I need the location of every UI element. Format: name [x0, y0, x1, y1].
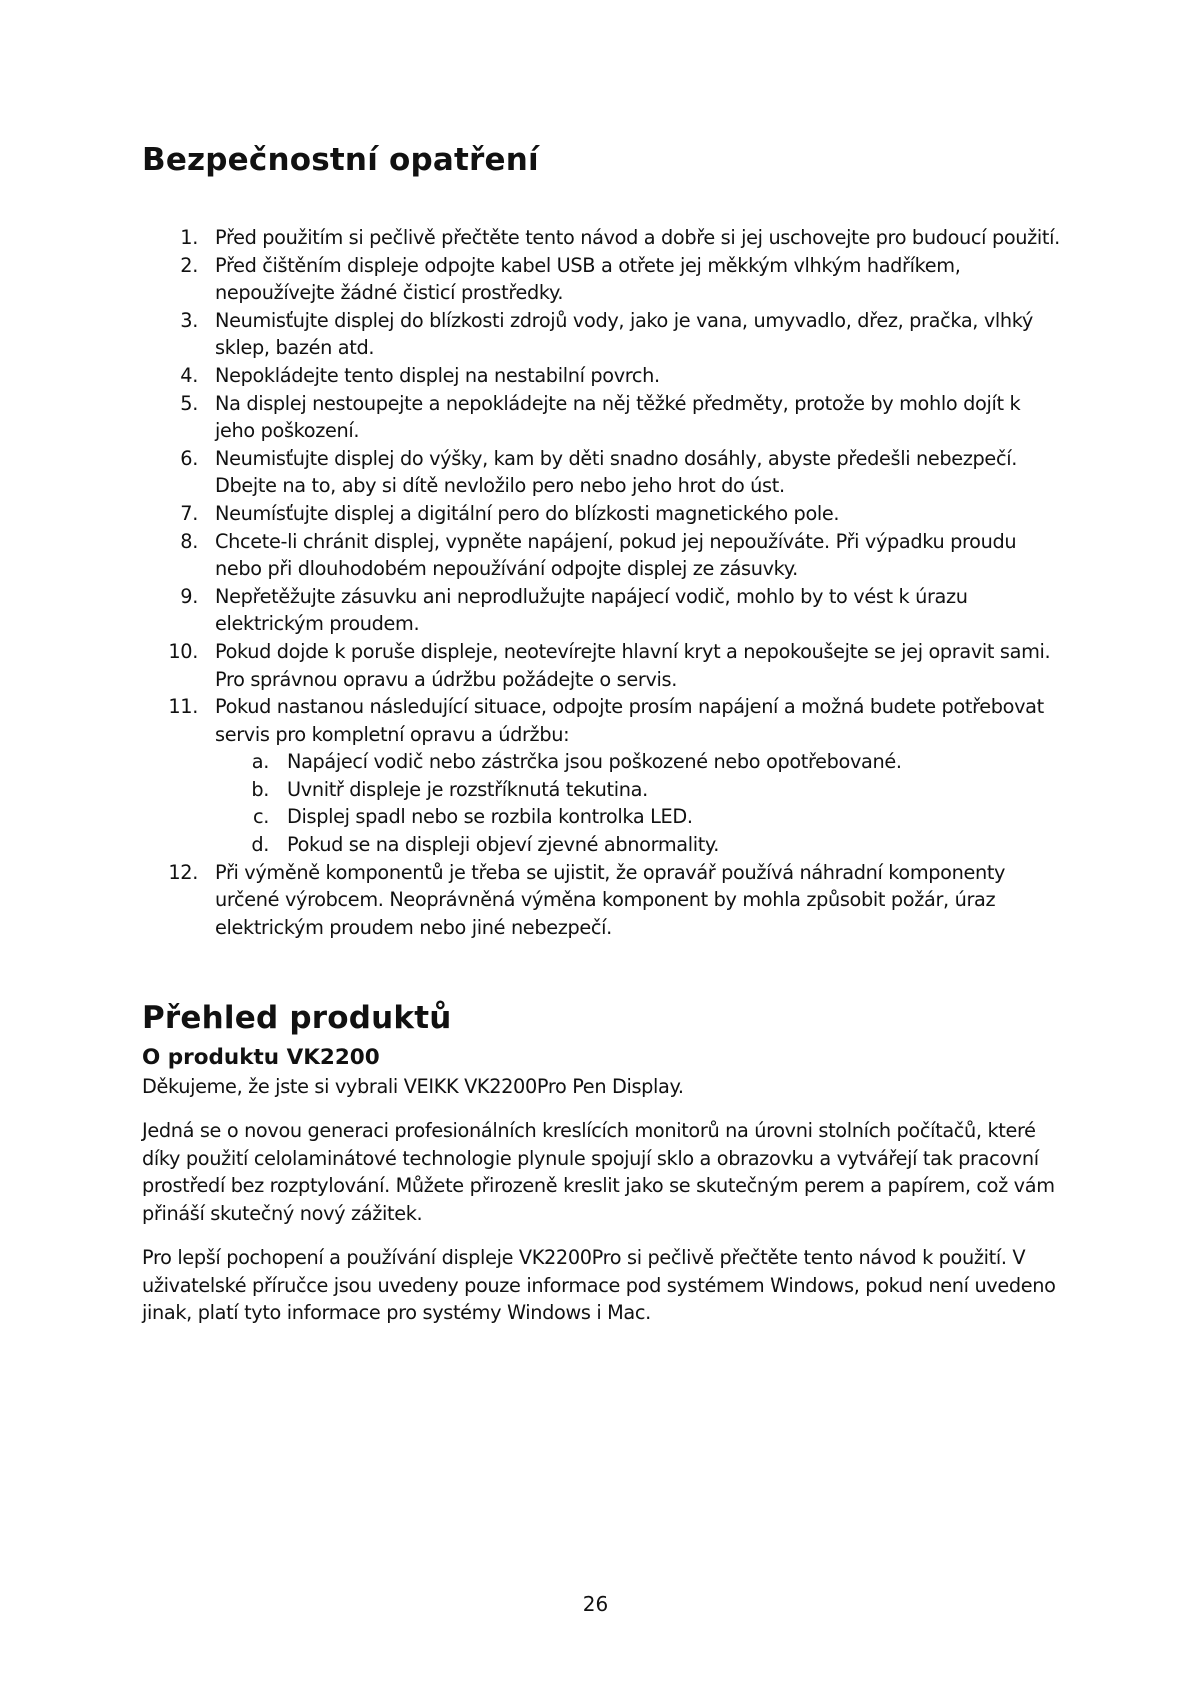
list-item-text: Nepřetěžujte zásuvku ani neprodlužujte napájecí vodič, mohlo by to vést k úrazu elektrickým proudem.: [215, 584, 968, 636]
list-item-text: Pokud nastanou následující situace, odpojte prosím napájení a možná budete potřebovat servis pro kompletní opravu a údržbu:: [215, 695, 1044, 746]
sub-list-item-letter: b.: [251, 777, 269, 801]
sub-list-item-letter: c.: [252, 805, 269, 829]
overview-heading: Přehled produktů: [142, 1000, 452, 1036]
list-item: [142, 583, 1062, 638]
sub-list-item: [215, 776, 1062, 804]
list-item-text: Před použitím si pečlivě přečtěte tento návod a dobře si jej uschovejte pro budoucí použití.: [215, 226, 1060, 249]
list-item-number: 3.: [180, 308, 198, 332]
paragraph-product-description: Jedná se o novou generaci profesionálních kreslících monitorů na úrovni stolních počítačů, které díky použití celolaminátové technologie plynule spojují sklo a obrazovku a vytvářejí tak pracovní prostředí bez rozptylování. Můžete přirozeně kreslit jako se skutečným perem a papírem, což vám přináší skutečný nový zážitek.: [142, 1119, 1055, 1225]
list-item-text: Neumísťujte displej a digitální pero do blízkosti magnetického pole.: [215, 501, 840, 525]
paragraph-manual-info: Pro lepší pochopení a používání displeje VK2200Pro si pečlivě přečtěte tento návod k použití. V uživatelské příručce jsou uvedeny pouze informace pod systémem Windows, pokud není uvedeno jinak, platí tyto informace pro systémy Windows i Mac.: [142, 1246, 1056, 1325]
list-item: [142, 307, 1062, 362]
product-subheading: O produktu VK2200: [142, 1045, 380, 1070]
sub-list-item-text: Displej spadl nebo se rozbila kontrolka LED.: [287, 805, 693, 829]
list-item-text: Před čištěním displeje odpojte kabel USB a otřete jej měkkým vlhkým hadříkem, nepoužívejte žádné čisticí prostředky.: [215, 253, 961, 305]
list-item: [142, 693, 1062, 859]
list-item: [142, 224, 1062, 252]
sub-list: [215, 748, 1062, 858]
list-item-number: 12.: [168, 860, 198, 884]
list-item-number: 9.: [180, 584, 198, 608]
list-item-text: Na displej nestoupejte a nepokládejte na něj těžké předměty, protože by mohlo dojít k jeho poškození.: [215, 391, 1021, 443]
list-item-number: 5.: [180, 391, 198, 415]
list-item-text: Nepokládejte tento displej na nestabilní povrch.: [215, 363, 660, 387]
list-item-number: 7.: [180, 501, 198, 525]
list-item: [142, 638, 1062, 693]
list-item-number: 8.: [180, 529, 198, 553]
list-item-number: 1.: [180, 226, 198, 249]
list-item-number: 4.: [180, 363, 198, 387]
list-item-number: 6.: [180, 446, 198, 470]
list-item: [142, 528, 1062, 583]
list-item: [142, 445, 1062, 500]
sub-list-item: [215, 803, 1062, 831]
sub-list-item-text: Uvnitř displeje je rozstříknutá tekutina.: [287, 777, 648, 801]
list-item: [142, 500, 1062, 528]
list-item: [142, 362, 1062, 390]
safety-heading: Bezpečnostní opatření: [142, 142, 539, 178]
list-item: [142, 859, 1062, 942]
sub-list-item-letter: a.: [251, 750, 269, 774]
list-item-number: 11.: [168, 695, 198, 719]
paragraph-thanks: Děkujeme, že jste si vybrali VEIKK VK2200Pro Pen Display.: [142, 1075, 684, 1098]
list-item: [142, 252, 1062, 307]
list-item-number: 10.: [168, 639, 198, 663]
list-item-text: Chcete-li chránit displej, vypněte napájení, pokud jej nepoužíváte. Při výpadku proudu nebo při dlouhodobém nepoužívání odpojte displej ze zásuvky.: [215, 529, 1017, 581]
list-item-number: 2.: [180, 253, 198, 277]
list-item-text: Neumisťujte displej do blízkosti zdrojů vody, jako je vana, umyvadlo, dřez, pračka, vlhký sklep, bazén atd.: [215, 308, 1033, 360]
safety-list: [142, 224, 1062, 941]
sub-list-item: [215, 831, 1062, 859]
list-item-text: Neumisťujte displej do výšky, kam by děti snadno dosáhly, abyste předešli nebezpečí. Dbejte na to, aby si dítě nevložilo pero nebo jeho hrot do úst.: [215, 446, 1017, 498]
list-item-text: Při výměně komponentů je třeba se ujistit, že opravář používá náhradní komponenty určené výrobcem. Neoprávněná výměna komponent by mohla způsobit požár, úraz elektrickým proudem nebo jiné nebezpečí.: [215, 860, 1006, 939]
sub-list-item-letter: d.: [251, 833, 269, 857]
sub-list-item-text: Napájecí vodič nebo zástrčka jsou poškozené nebo opotřebované.: [287, 750, 902, 774]
list-item: [142, 390, 1062, 445]
sub-list-item: [215, 748, 1062, 776]
page-number: 26: [582, 1592, 609, 1616]
list-item-text: Pokud dojde k poruše displeje, neotevírejte hlavní kryt a nepokoušejte se jej opravit sami. Pro správnou opravu a údržbu požádejte o servis.: [215, 639, 1051, 691]
sub-list-item-text: Pokud se na displeji objeví zjevné abnormality.: [287, 833, 720, 857]
